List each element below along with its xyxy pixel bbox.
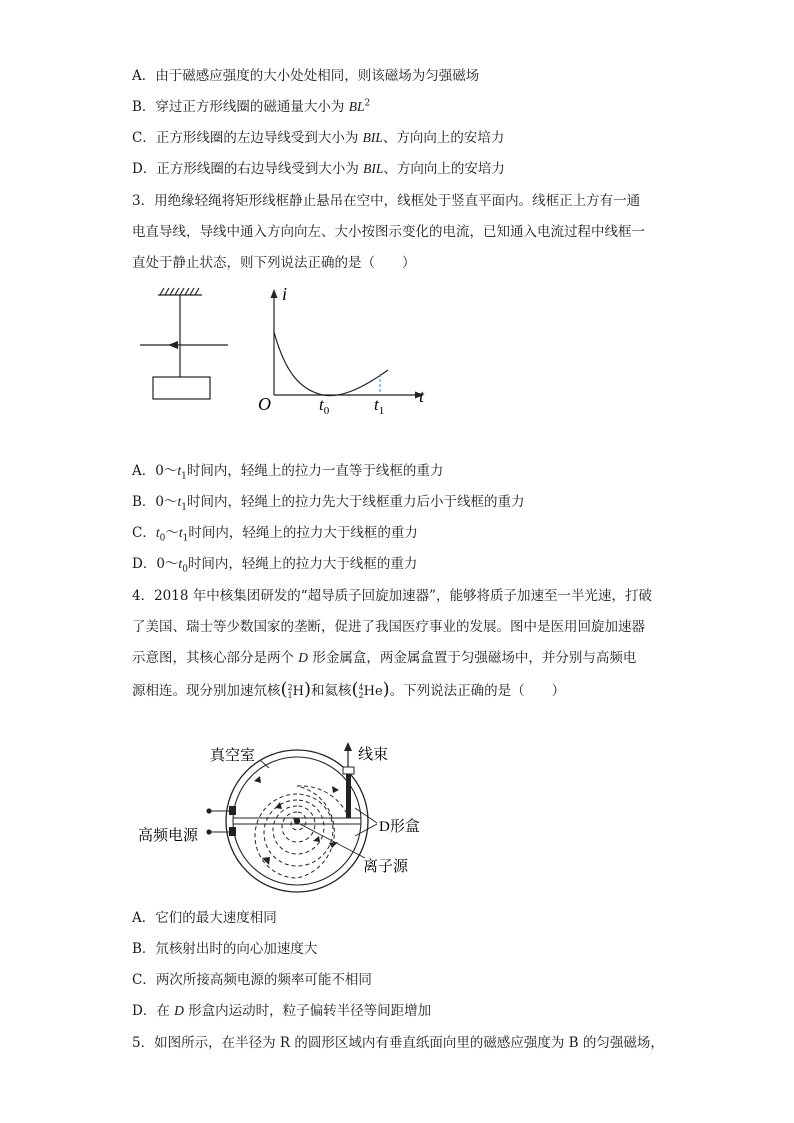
q3-option-c-t0: t: [155, 525, 160, 540]
q3-figure: [130, 282, 440, 422]
beam-exit-cap: [343, 767, 354, 774]
q3-option-c-sub0: 0: [159, 533, 166, 544]
q2-option-c-text: C．正方形线圈的左边导线受到大小为: [132, 130, 363, 146]
power-node-bottom: [206, 829, 211, 834]
ion-source-dot: [294, 818, 300, 824]
q3-option-b-post: 时间内，轻绳上的拉力先大于线框重力后小于线框的重力: [187, 494, 525, 510]
dbox-label: D形盒: [379, 819, 420, 835]
q3-option-a-t: t: [177, 463, 182, 478]
q5-stem-line-1: 5．如图所示，在半径为 R 的圆形区域内有垂直纸面向里的磁感应强度为 B 的匀强磁场，: [132, 1035, 664, 1051]
power-terminal-bottom: [229, 827, 236, 836]
q4-stem-line-2: 了美国、瑞士等少数国家的垄断，促进了我国医疗事业的发展。图中是医用回旋加速器: [132, 619, 645, 635]
t0-label: $t_0$: [319, 395, 330, 417]
beam-exit-tube: [346, 774, 351, 818]
q3-option-b: [132, 492, 525, 512]
ion-source-label: 离子源: [363, 859, 409, 875]
q3-option-d-pre: D．0～: [132, 556, 179, 572]
q4-line4-pre: 源相连。现分别加速氘核: [132, 683, 281, 699]
q3-option-c-pre: C．: [132, 525, 156, 541]
cyclotron-diagram: [132, 738, 442, 898]
q4-option-a: A．它们的最大速度相同: [132, 910, 277, 926]
q2-option-b-text: B．穿过正方形线圈的磁通量大小为: [132, 99, 349, 115]
power-label: 高频电源: [138, 828, 199, 844]
deuteron-notation: (: [280, 679, 288, 700]
dbox-leader-top: [355, 808, 377, 823]
q2-option-d: [132, 159, 505, 179]
q3-option-b-t: t: [177, 494, 182, 509]
current-curve: [274, 332, 388, 396]
rectangular-coil: [153, 377, 210, 399]
q3-option-c: [132, 523, 418, 543]
q2-option-d-text: D．正方形线圈的右边导线受到大小为: [132, 161, 364, 177]
q4-option-c: C．两次所接高频电源的频率可能不相同: [132, 972, 372, 988]
q2-option-a: A．由于磁感应强度的大小处处相同，则该磁场为匀强磁场: [132, 68, 480, 84]
q3-option-d-t: t: [178, 556, 183, 571]
q4-option-d-post: 形盒内运动时，粒子偏转半径等间距增加: [183, 1003, 432, 1019]
q2-option-c-formula: BIL: [362, 130, 383, 145]
q2-option-c: [132, 128, 504, 148]
i-axis-arrow-icon: [271, 289, 278, 298]
beam-arrow-icon: [344, 742, 352, 751]
current-time-graph: [258, 284, 425, 417]
origin-label: O: [258, 394, 271, 414]
q3-stem-line-3: 直处于静止状态，则下列说法正确的是（ ）: [132, 255, 416, 271]
q3-option-d-sub: 0: [182, 564, 188, 575]
q3-option-c-post: 时间内，轻绳上的拉力大于线框的重力: [188, 525, 418, 541]
q4-option-d: [132, 1001, 431, 1021]
beam-label: 线束: [358, 747, 389, 763]
q2-option-d-formula: BIL: [363, 161, 384, 176]
q4-option-d-d: D: [174, 1003, 184, 1018]
q3-option-c-t1: t: [178, 525, 183, 540]
q3-option-d-post: 时间内，轻绳上的拉力大于线框的重力: [187, 556, 418, 572]
t1-label: $t_1$: [374, 395, 385, 417]
q4-option-b: B．氘核射出时的向心加速度大: [132, 941, 318, 957]
q3-option-b-pre: B．0～: [132, 494, 178, 510]
q3-option-a-pre: A．0～: [132, 463, 178, 479]
q3-option-a-sub: 1: [181, 471, 187, 482]
q4-line4-mid: 和氦核: [311, 683, 352, 699]
q3-option-a-post: 时间内，轻绳上的拉力一直等于线框的重力: [186, 463, 444, 479]
q3-stem-line-1: 3．用绝缘轻绳将矩形线框静止悬吊在空中，线框处于竖直平面内。线框正上方有一通: [132, 193, 641, 209]
q4-stem-line-3: [132, 648, 636, 668]
q4-option-d-pre: D．在: [132, 1003, 175, 1019]
ceiling-support: [158, 288, 202, 295]
q3-option-b-sub: 1: [181, 502, 188, 513]
q4-stem-line-4: 源相连。现分别加速氘核(2 1H)和氦核(4 2He)。下列说法正确的是（ ）: [132, 679, 566, 700]
q4-stem-line-1: 4．2018 年中核集团研发的“超导质子回旋加速器”，能够将质子加速至一半光速，打破: [132, 588, 653, 604]
q4-line4-post: 。下列说法正确的是（ ）: [389, 683, 566, 699]
q3-option-c-sub1: 1: [182, 533, 189, 544]
q4-line3-pre: 示意图，其核心部分是两个: [132, 650, 299, 666]
q4-line3-d: D: [298, 650, 309, 665]
power-terminal-top: [229, 806, 236, 815]
source-leader: [300, 824, 365, 858]
q3-option-a: [132, 461, 443, 481]
q2-option-b: [132, 97, 370, 117]
q3-option-d: [132, 554, 417, 574]
q3-stem-line-2: 电直导线，导线中通入方向向左、大小按图示变化的电流，已知通入电流过程中线框一: [132, 224, 645, 240]
power-node-top: [206, 808, 211, 813]
i-axis-label: i: [282, 284, 288, 304]
q2-option-d-suffix: 、方向向上的安培力: [383, 161, 505, 177]
dbox-leader-bottom: [355, 824, 377, 836]
t-axis-label: t: [419, 386, 425, 406]
q3-option-c-mid: ～: [165, 525, 179, 541]
q2-option-b-formula: BL: [348, 99, 365, 114]
q2-option-c-suffix: 、方向向上的安培力: [382, 130, 505, 146]
vacuum-chamber-label: 真空室: [210, 748, 256, 764]
q4-line3-post: 形金属盒，两金属盒置于匀强磁场中，并分别与高频电: [308, 650, 637, 666]
current-arrow-icon: [168, 341, 178, 349]
helium-nuclide: 4 2He: [358, 682, 383, 700]
deuteron-nuclide: 2 1H: [287, 682, 304, 700]
q2-option-b-exponent: 2: [364, 98, 371, 109]
